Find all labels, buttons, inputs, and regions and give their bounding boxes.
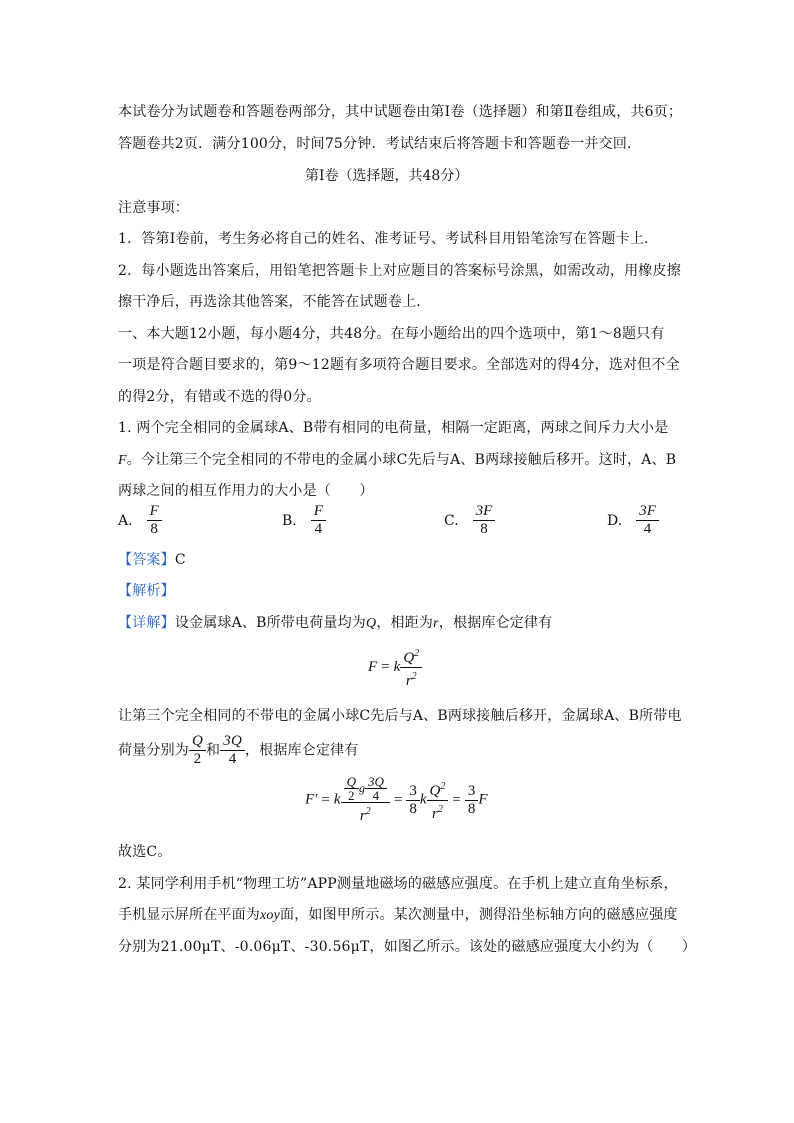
notice-item-2-line-1: 2．每小题选出答案后，用铅笔把答题卡上对应题目的答案标号涂黑，如需改动，用橡皮擦 [118, 263, 681, 279]
q1-stem-line-2-text: 。今让第三个完全相同的不带电的金属小球C先后与A、B两球接触后移开。这时，A、B [126, 452, 677, 468]
intro-line-1: 本试卷分为试题卷和答题卷两部分，其中试题卷由第Ⅰ卷（选择题）和第Ⅱ卷组成，共6页； [118, 104, 683, 120]
answer-label: 【答案】 [118, 552, 175, 568]
q1-option-c [444, 503, 495, 538]
option-fraction: $\frac{F}{4}$ [311, 503, 326, 538]
equation-fraction-compound: $\frac{Q}{2}$ g $\frac{3Q}{4}$ $r^2$ [341, 775, 390, 825]
answer-value: C [174, 552, 186, 568]
option-label: A. [118, 512, 133, 529]
option-fraction: $\frac{3F}{4}$ [636, 503, 659, 538]
q1-text2-line-1: 让第三个完全相同的不带电的金属小球C先后与A、B两球接触后移开，金属球A、B所带电 [118, 708, 682, 724]
q1-var-F: F [118, 453, 127, 468]
part1-line-2: 一项是符合题目要求的，第9～12题有多项符合题目要求。全部选对的得4分，选对但不全 [118, 357, 680, 373]
option-fraction: $\frac{3F}{8}$ [473, 503, 496, 538]
var-r: r [433, 616, 439, 631]
section-title: 第Ⅰ卷（选择题，共48分） [305, 168, 469, 184]
q1-text2-line-2: 荷量分别为 $\frac{Q}{2}$ 和 $\frac{3Q}{4}$ ，根据库仑定律有 [118, 733, 359, 767]
q1-stem-line-2 [118, 450, 676, 471]
q1-stem-line-3: 两球之间的相互作用力的大小是（ ） [118, 483, 374, 499]
q1-option-a [118, 503, 162, 538]
q2-stem-line-1: 2. 某同学利用手机“物理工坊”APP测量地磁场的磁感应强度。在手机上建立直角坐标系， [118, 876, 678, 892]
q1-option-d [607, 503, 659, 538]
q1-detail-line: 【详解】设金属球A、B所带电荷量均为Q，相距为r，根据库仑定律有 [118, 615, 553, 631]
equation-fraction: $\frac{Q^2}{r^2}$ [427, 778, 449, 823]
coefficient-fraction: $\frac{3}{8}$ [406, 783, 420, 818]
option-label: D. [607, 512, 623, 529]
charge-fraction-2: $\frac{3Q}{4}$ [220, 733, 245, 768]
detail-label: 【详解】 [118, 615, 175, 631]
q2-stem-line-2: 手机显示屏所在平面为xoy面，如图甲所示。某次测量中，测得沿坐标轴方向的磁感应强度 [118, 907, 678, 923]
q1-stem-line-1: 1. 两个完全相同的金属球A、B带有相同的电荷量，相隔一定距离，两球之间斥力大小是 [118, 420, 669, 436]
notice-heading: 注意事项： [118, 200, 189, 216]
var-xoy: xoy [260, 908, 281, 923]
notice-item-1: 1．答第Ⅰ卷前，考生务必将自己的姓名、准考证号、考试科目用铅笔涂写在答题卡上． [118, 231, 659, 247]
part1-line-1: 一、本大题12小题，每小题4分，共48分。在每小题给出的四个选项中，第1～8题只有 [118, 326, 665, 342]
option-label: B. [282, 512, 297, 529]
q1-answer [118, 550, 186, 570]
q1-analysis-label: 【解析】 [118, 583, 175, 599]
var-Q: Q [366, 616, 377, 631]
equation-fraction: $\frac{Q^2}{r^2}$ [400, 645, 422, 690]
intro-line-2: 答题卷共2页．满分100分，时间75分钟．考试结束后将答题卡和答题卷一并交回． [118, 136, 642, 152]
charge-fraction-1: $\frac{Q}{2}$ [189, 733, 206, 768]
coefficient-fraction: $\frac{3}{8}$ [465, 783, 479, 818]
equation-coulomb: F = k $\frac{Q^2}{r^2}$ [368, 645, 422, 690]
notice-item-2-line-2: 擦干净后，再选涂其他答案，不能答在试题卷上． [118, 294, 431, 310]
q1-option-b [282, 503, 326, 538]
option-label: C. [444, 512, 459, 529]
equation-new-force: F′ = k $\frac{Q}{2}$ g $\frac{3Q}{4}$ $r^2$ = $\frac{3}{8}$ k $\frac{Q^2}{r^2}$ = $\frac{3}{8}$ F [305, 774, 488, 824]
option-fraction: $\frac{F}{8}$ [147, 503, 162, 538]
q2-stem-line-3: 分别为21.00μT、-0.06μT、-30.56μT，如图乙所示。该处的磁感应强度大小约为（ ） [118, 939, 697, 955]
part1-line-3: 的得2分，有错或不选的得0分。 [118, 389, 321, 405]
q1-conclusion: 故选C。 [118, 844, 172, 860]
